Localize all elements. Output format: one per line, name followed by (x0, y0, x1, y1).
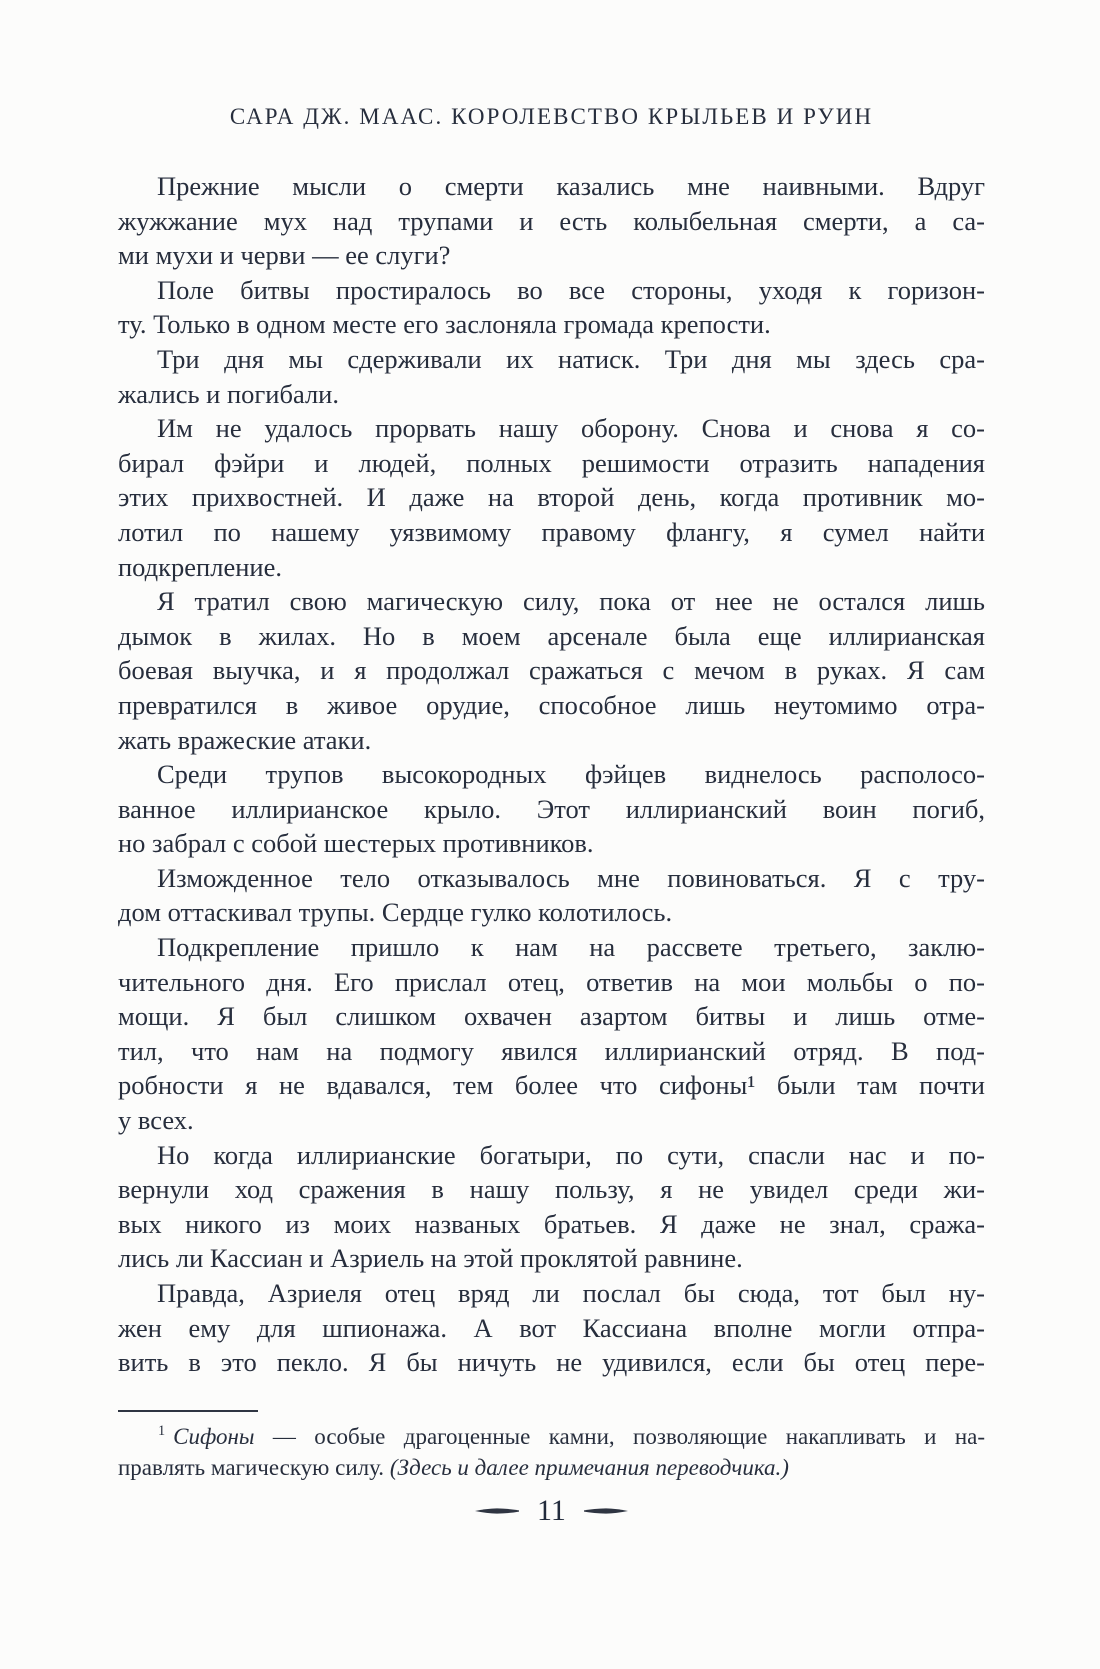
text-line: чительного дня. Его прислал отец, ответив на мои мольбы о по- (118, 966, 985, 997)
text-line: вить в это пекло. Я бы ничуть не удивился, если бы отец пере- (118, 1347, 985, 1378)
text-line: жать вражеские атаки. (118, 724, 372, 755)
text-line: жен ему для шпионажа. А вот Кассиана вполне могли отпра- (118, 1312, 985, 1343)
text-line: Правда, Азриеля отец вряд ли послал бы сюда, тот был ну- (157, 1278, 985, 1308)
footnote-separator (118, 1410, 258, 1412)
footnote-line (118, 1452, 985, 1483)
text-line: жужжание мух над трупами и есть колыбельная смерти, а са- (118, 205, 985, 236)
text-line: лись ли Кассиан и Азриель на этой проклятой равнине. (118, 1243, 743, 1274)
text-line: Прежние мысли о смерти казались мне наивными. Вдруг (157, 171, 985, 201)
text-line: ту. Только в одном месте его заслоняла громада крепости. (118, 309, 771, 340)
page-number: 11 (537, 1494, 566, 1527)
footnote (118, 1421, 985, 1483)
footnote-marker: 1 (158, 1423, 166, 1440)
text-line: Им не удалось прорвать нашу оборону. Снова и снова я со- (157, 413, 985, 444)
body-text (118, 169, 985, 1380)
running-header: САРА ДЖ. МААС. КОРОЛЕВСТВО КРЫЛЬЕВ И РУИН (229, 104, 874, 129)
page-ornament-left-icon (475, 1507, 519, 1515)
text-line: бирал фэйри и людей, полных решимости отразить нападения (118, 447, 985, 478)
text-line: тил, что нам на подмогу явился иллирианский отряд. В под- (118, 1035, 985, 1066)
text-line: ми мухи и черви — ее слуги? (118, 240, 451, 271)
text-line: дом оттаскивал трупы. Сердце гулко колотилось. (118, 897, 673, 928)
footnote-line (118, 1421, 985, 1452)
footnote-text: — особые драгоценные камни, позволяющие накапливать и на- (254, 1424, 985, 1449)
text-line: Поле битвы простиралось во все стороны, уходя к горизон- (157, 274, 985, 305)
text-line: лотил по нашему уязвимому правому флангу, я сумел найти (118, 516, 985, 547)
footnote-term: Сифоны (173, 1424, 255, 1449)
text-line: Но когда иллирианские богатыри, по сути, спасли нас и по- (157, 1139, 985, 1170)
text-line: подкрепление. (118, 551, 282, 582)
text-line: мощи. Я был слишком охвачен азартом битвы и лишь отме- (118, 1001, 985, 1032)
text-line: Я тратил свою магическую силу, пока от нее не остался лишь (157, 586, 985, 617)
text-line: Среди трупов высокородных фэйцев виднелось располосо- (157, 759, 985, 790)
text-line: дымок в жилах. Но в моем арсенале была еще иллирианская (118, 620, 985, 651)
text-line: Три дня мы сдерживали их натиск. Три дня мы здесь сра- (157, 343, 985, 374)
text-line: у всех. (118, 1105, 194, 1136)
text-line: ванное иллирианское крыло. Этот иллирианский воин погиб, (118, 793, 985, 824)
page-number-row (118, 1494, 985, 1528)
text-line: Подкрепление пришло к нам на рассвете третьего, заклю- (157, 932, 985, 963)
text-line: Изможденное тело отказывалось мне повиноваться. Я с тру- (157, 862, 985, 893)
footnote-translator-note: (Здесь и далее примечания переводчика.) (389, 1455, 789, 1480)
text-line: вых никого из моих названых братьев. Я даже не знал, сража- (118, 1208, 985, 1239)
text-line: робности я не вдавался, тем более что сифоны¹ были там почти (118, 1070, 985, 1101)
page-ornament-right-icon (584, 1507, 628, 1515)
text-line: вернули ход сражения в нашу пользу, я не увидел среди жи- (118, 1174, 985, 1205)
text-line: но забрал с собой шестерых противников. (118, 828, 594, 859)
footnote-text: правлять магическую силу. (118, 1455, 390, 1480)
text-line: боевая выучка, и я продолжал сражаться с мечом в руках. Я сам (118, 655, 985, 686)
text-line: превратился в живое орудие, способное лишь неутомимо отра- (118, 689, 985, 720)
text-line: жались и погибали. (118, 378, 339, 409)
text-line: этих прихвостней. И даже на второй день, когда противник мо- (118, 482, 985, 513)
